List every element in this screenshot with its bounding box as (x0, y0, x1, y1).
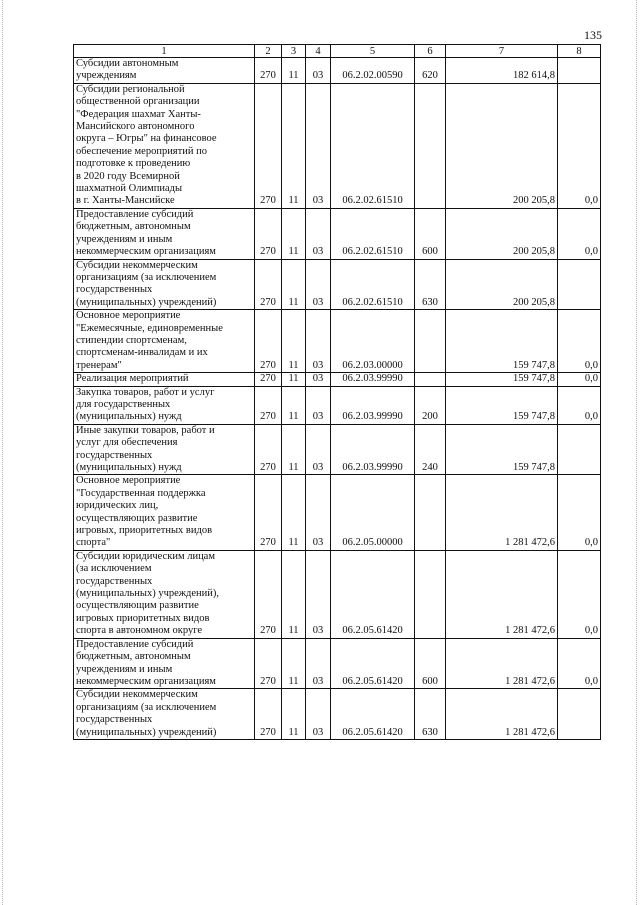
gov-code-cell: 270 (255, 58, 282, 84)
amount-2-cell (558, 259, 601, 310)
amount-cell: 159 747,8 (446, 424, 558, 475)
table-header-row (74, 45, 601, 58)
expense-type-cell: 600 (415, 638, 446, 689)
expense-type-cell: 240 (415, 424, 446, 475)
subsection-cell: 03 (306, 259, 331, 310)
expense-type-cell: 630 (415, 689, 446, 740)
subsection-cell: 03 (306, 386, 331, 424)
target-article-cell: 06.2.05.00000 (331, 475, 415, 550)
section-cell: 11 (282, 424, 306, 475)
gov-code-cell: 270 (255, 475, 282, 550)
expense-type-cell (415, 310, 446, 373)
row-name-cell: Иные закупки товаров, работ и услуг для обеспечения государственных (муниципальных) нужд (74, 424, 255, 475)
amount-2-cell: 0,0 (558, 475, 601, 550)
expense-type-cell (415, 475, 446, 550)
amount-cell: 159 747,8 (446, 386, 558, 424)
section-cell: 11 (282, 638, 306, 689)
column-header: 6 (415, 45, 446, 58)
budget-table (73, 44, 601, 740)
section-cell: 11 (282, 550, 306, 638)
amount-2-cell (558, 424, 601, 475)
amount-cell: 1 281 472,6 (446, 689, 558, 740)
row-name-cell: Субсидии некоммерческим организациям (за исключением государственных (муниципальных) учреждений) (74, 259, 255, 310)
target-article-cell: 06.2.03.00000 (331, 310, 415, 373)
section-cell: 11 (282, 475, 306, 550)
amount-cell: 1 281 472,6 (446, 475, 558, 550)
subsection-cell: 03 (306, 475, 331, 550)
scan-edge-left (2, 0, 4, 905)
scan-edge-right (636, 0, 638, 905)
table-row (74, 689, 601, 740)
expense-type-cell: 600 (415, 208, 446, 259)
table-row (74, 475, 601, 550)
subsection-cell: 03 (306, 638, 331, 689)
target-article-cell: 06.2.05.61420 (331, 638, 415, 689)
expense-type-cell (415, 373, 446, 386)
expense-type-cell: 620 (415, 58, 446, 84)
row-name-cell: Закупка товаров, работ и услуг для государственных (муниципальных) нужд (74, 386, 255, 424)
row-name-cell: Субсидии юридическим лицам (за исключением государственных (муниципальных) учреждений), осуществляющим развитие игровых приоритетных видов спорта в автономном округе (74, 550, 255, 638)
row-name-cell: Предоставление субсидий бюджетным, автономным учреждениям и иным некоммерческим организациям (74, 208, 255, 259)
amount-cell: 159 747,8 (446, 373, 558, 386)
column-header: 2 (255, 45, 282, 58)
target-article-cell: 06.2.03.99990 (331, 386, 415, 424)
column-header: 1 (74, 45, 255, 58)
amount-2-cell: 0,0 (558, 208, 601, 259)
table-row (74, 638, 601, 689)
gov-code-cell: 270 (255, 638, 282, 689)
expense-type-cell (415, 83, 446, 208)
amount-2-cell (558, 689, 601, 740)
amount-2-cell (558, 58, 601, 84)
section-cell: 11 (282, 310, 306, 373)
amount-cell: 182 614,8 (446, 58, 558, 84)
subsection-cell: 03 (306, 83, 331, 208)
target-article-cell: 06.2.05.61420 (331, 550, 415, 638)
page-number: 135 (584, 28, 602, 42)
table-row (74, 259, 601, 310)
target-article-cell: 06.2.02.61510 (331, 83, 415, 208)
amount-2-cell: 0,0 (558, 550, 601, 638)
target-article-cell: 06.2.03.99990 (331, 424, 415, 475)
amount-cell: 1 281 472,6 (446, 638, 558, 689)
column-header: 7 (446, 45, 558, 58)
table-row (74, 373, 601, 386)
amount-cell: 159 747,8 (446, 310, 558, 373)
table-row (74, 58, 601, 84)
row-name-cell: Реализация мероприятий (74, 373, 255, 386)
section-cell: 11 (282, 58, 306, 84)
section-cell: 11 (282, 373, 306, 386)
amount-cell: 200 205,8 (446, 83, 558, 208)
column-header: 8 (558, 45, 601, 58)
subsection-cell: 03 (306, 424, 331, 475)
row-name-cell: Субсидии региональной общественной организации "Федерация шахмат Ханты- Мансийского автономного округа – Югры" на финансовое обеспечение мероприятий по подготовке к проведению в 2020 году Всемирной шахматной Олимпиады в г. Ханты-Мансийске (74, 83, 255, 208)
gov-code-cell: 270 (255, 83, 282, 208)
section-cell: 11 (282, 208, 306, 259)
subsection-cell: 03 (306, 208, 331, 259)
gov-code-cell: 270 (255, 550, 282, 638)
amount-2-cell: 0,0 (558, 83, 601, 208)
row-name-cell: Предоставление субсидий бюджетным, автономным учреждениям и иным некоммерческим организациям (74, 638, 255, 689)
amount-2-cell: 0,0 (558, 310, 601, 373)
target-article-cell: 06.2.02.61510 (331, 259, 415, 310)
amount-2-cell: 0,0 (558, 386, 601, 424)
row-name-cell: Субсидии автономным учреждениям (74, 58, 255, 84)
column-header: 4 (306, 45, 331, 58)
section-cell: 11 (282, 386, 306, 424)
table-row (74, 208, 601, 259)
subsection-cell: 03 (306, 689, 331, 740)
row-name-cell: Основное мероприятие "Ежемесячные, единовременные стипендии спортсменам, спортсменам-инвалидам и их тренерам" (74, 310, 255, 373)
table-body (74, 45, 601, 740)
table-row (74, 386, 601, 424)
gov-code-cell: 270 (255, 689, 282, 740)
section-cell: 11 (282, 259, 306, 310)
amount-cell: 200 205,8 (446, 208, 558, 259)
section-cell: 11 (282, 83, 306, 208)
amount-cell: 1 281 472,6 (446, 550, 558, 638)
subsection-cell: 03 (306, 550, 331, 638)
target-article-cell: 06.2.03.99990 (331, 373, 415, 386)
row-name-cell: Субсидии некоммерческим организациям (за исключением государственных (муниципальных) учреждений) (74, 689, 255, 740)
table-row (74, 310, 601, 373)
gov-code-cell: 270 (255, 386, 282, 424)
expense-type-cell (415, 550, 446, 638)
amount-2-cell: 0,0 (558, 373, 601, 386)
gov-code-cell: 270 (255, 373, 282, 386)
target-article-cell: 06.2.02.00590 (331, 58, 415, 84)
expense-type-cell: 630 (415, 259, 446, 310)
amount-cell: 200 205,8 (446, 259, 558, 310)
target-article-cell: 06.2.02.61510 (331, 208, 415, 259)
expense-type-cell: 200 (415, 386, 446, 424)
row-name-cell: Основное мероприятие "Государственная поддержка юридических лиц, осуществляющих развитие игровых, приоритетных видов спорта" (74, 475, 255, 550)
column-header: 5 (331, 45, 415, 58)
gov-code-cell: 270 (255, 259, 282, 310)
table-row (74, 550, 601, 638)
table-row (74, 83, 601, 208)
table-row (74, 424, 601, 475)
gov-code-cell: 270 (255, 208, 282, 259)
target-article-cell: 06.2.05.61420 (331, 689, 415, 740)
gov-code-cell: 270 (255, 424, 282, 475)
gov-code-cell: 270 (255, 310, 282, 373)
amount-2-cell: 0,0 (558, 638, 601, 689)
section-cell: 11 (282, 689, 306, 740)
subsection-cell: 03 (306, 58, 331, 84)
column-header: 3 (282, 45, 306, 58)
subsection-cell: 03 (306, 373, 331, 386)
subsection-cell: 03 (306, 310, 331, 373)
